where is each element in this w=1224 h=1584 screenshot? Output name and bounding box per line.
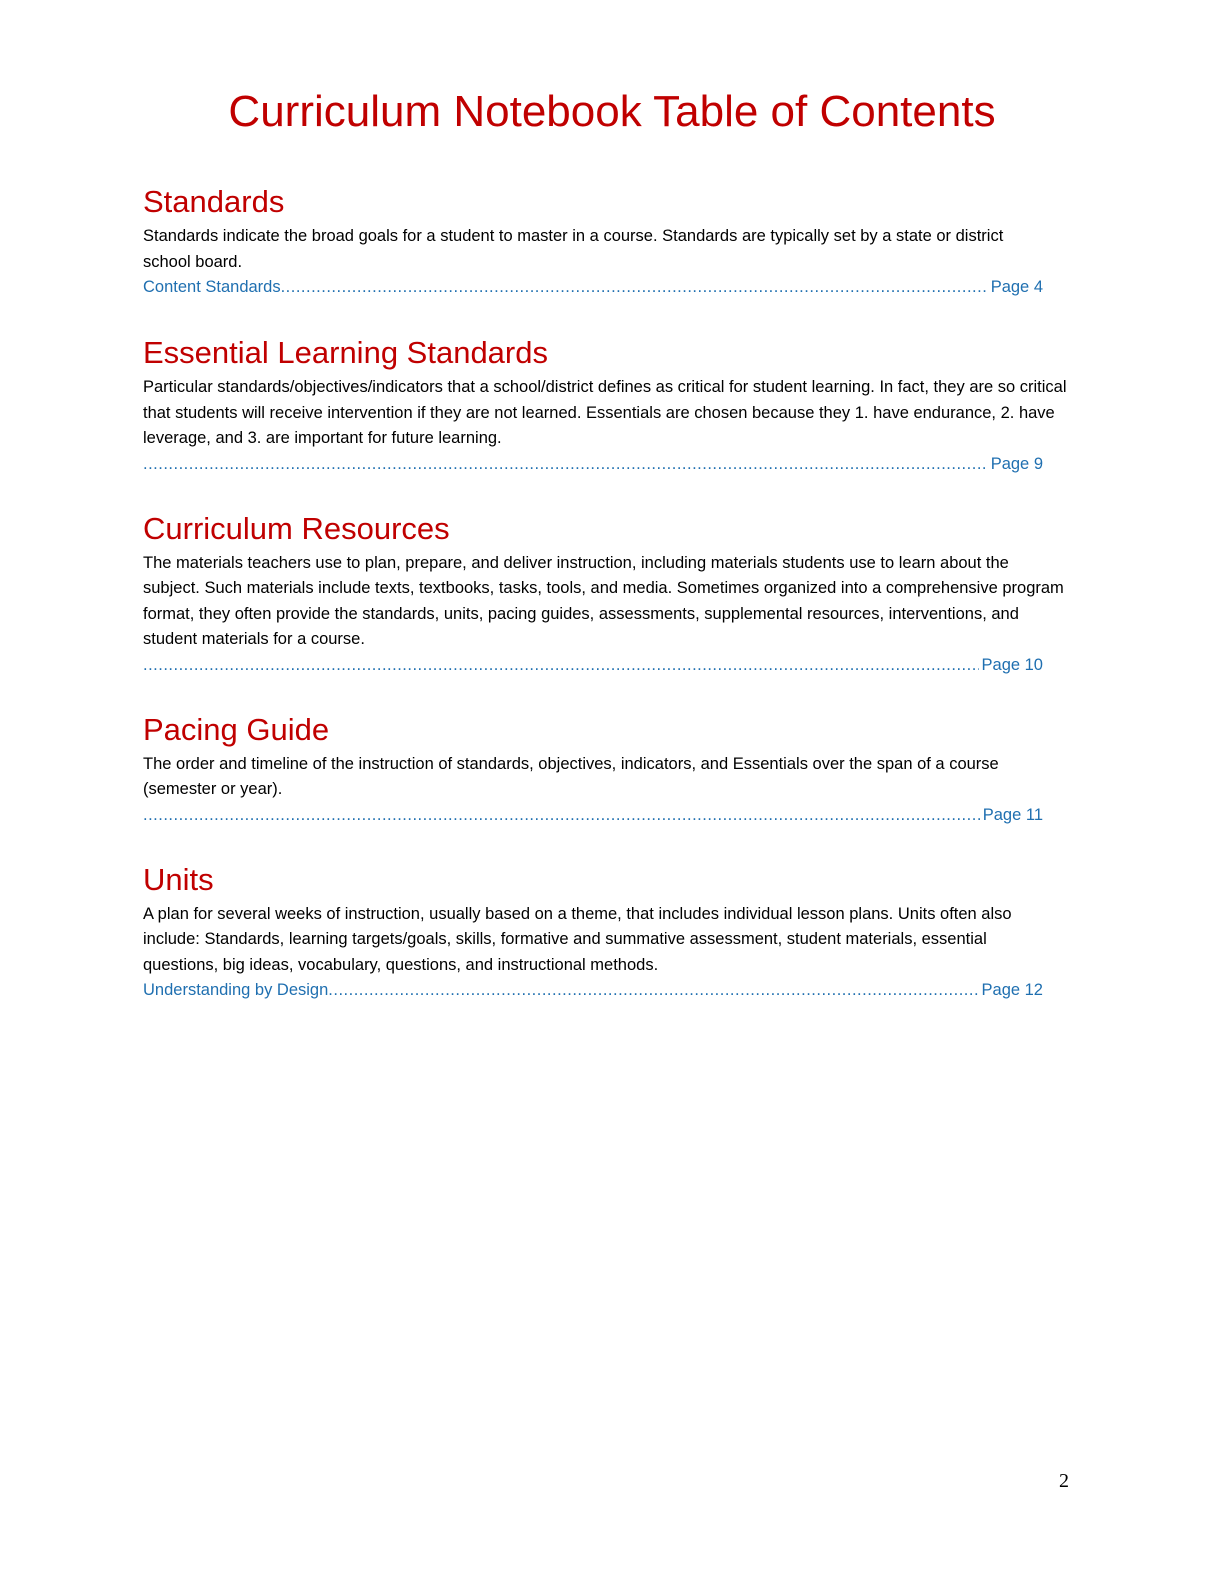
toc-page-link[interactable]: Page 11 [982,805,1043,824]
document-title: Curriculum Notebook Table of Contents [228,87,996,136]
section-curriculum-resources [143,507,1073,678]
toc-page-link[interactable]: Page 4 [990,278,1043,296]
toc-entry-content-standards[interactable] [143,275,1043,300]
toc-content [143,180,1073,1003]
toc-dot-leader [143,803,980,828]
section-heading: Units [143,861,214,897]
section-description: Standards indicate the broad goals for a student to master in a course. Standards are typically set by a state or district school board. [143,227,1004,271]
section-units [143,858,1073,1004]
section-heading: Pacing Guide [143,711,330,747]
toc-entry-pacing-guide[interactable] [143,803,1043,828]
toc-entry-understanding-by-design[interactable] [143,978,1043,1003]
page-number: 2 [1059,1470,1069,1492]
toc-dot-leader [143,452,988,477]
section-standards [143,180,1073,300]
toc-dot-leader [143,653,979,678]
section-description: The materials teachers use to plan, prepare, and deliver instruction, including materials students use to learn about the subject. Such materials include texts, textbooks, tasks, tools, and media. Sometimes organized into a comprehensive program format, they often provide the standards, units, pacing guides, assessments, supplemental resources, interventions, and student materials for a course. [143,553,1064,648]
toc-entry-curriculum-resources[interactable] [143,653,1043,678]
toc-dot-leader [328,978,978,1003]
section-description: A plan for several weeks of instruction, usually based on a theme, that includes individual lesson plans. Units often also include: Standards, learning targets/goals, skills, formative and summative assessment, student materials, essential questions, big ideas, vocabulary, questions, and instructional methods. [143,904,1012,974]
toc-entry-label[interactable]: Understanding by Design [143,981,329,999]
section-description: The order and timeline of the instruction of standards, objectives, indicators, and Essentials over the span of a course (semester or year). [143,754,999,798]
section-heading: Curriculum Resources [143,510,450,546]
toc-page-link[interactable]: Page 12 [981,981,1043,999]
toc-page-link[interactable]: Page 9 [990,454,1043,473]
section-pacing-guide [143,708,1073,828]
toc-entry-label[interactable]: Content Standards [143,278,281,296]
section-heading: Essential Learning Standards [143,335,548,370]
toc-entry-essential-learning-standards[interactable] [143,452,1043,477]
toc-page-link[interactable]: Page 10 [981,655,1043,674]
section-heading: Standards [143,184,285,219]
section-essential-learning-standards [143,331,1073,477]
section-description: Particular standards/objectives/indicators that a school/district defines as critical for student learning. In fact, they are so critical that students will receive intervention if they are not learned. Essentials are chosen because they 1. have endurance, 2. have leverage, and 3. are important for future learning. [143,378,1067,447]
toc-dot-leader [281,275,988,300]
